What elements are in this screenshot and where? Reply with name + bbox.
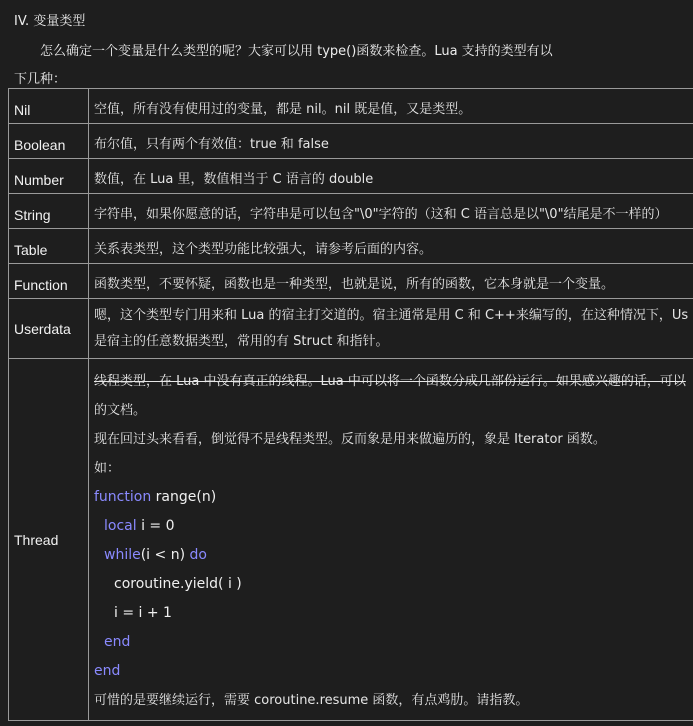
code-keyword: do	[189, 546, 207, 563]
code-line	[94, 483, 693, 512]
type-name-cell: Nil	[9, 89, 89, 124]
desc-line: 是宿主的任意数据类型，常用的有 Struct 和指针。	[94, 333, 389, 349]
intro-paragraph-continued: 下几种：	[14, 72, 67, 87]
code-line: coroutine.yield( i )	[114, 575, 242, 592]
table-row-number	[9, 159, 693, 194]
code-text: range(n)	[151, 488, 217, 505]
code-line: i = i + 1	[114, 604, 172, 621]
types-table	[8, 88, 693, 721]
struck-desc-line: 线程类型，在 Lua 中没有真正的线程。Lua 中可以将一个函数分成几部份运行。如果感兴趣的话，可以	[94, 373, 686, 389]
type-desc-cell: 关系表类型，这个类型功能比较强大，请参考后面的内容。	[89, 229, 693, 264]
type-desc-cell: 数值，在 Lua 里，数值相当于 C 语言的 double	[89, 159, 693, 194]
table-row-userdata	[9, 299, 693, 359]
code-keyword: end	[104, 633, 131, 650]
desc-line: 现在回过头来看看，倒觉得不是线程类型。反而象是用来做遍历的，象是 Iterator 函数。	[94, 431, 606, 447]
table-row-table	[9, 229, 693, 264]
desc-line: 嗯，这个类型专门用来和 Lua 的宿主打交道的。宿主通常是用 C 和 C++来编写的，在这种情况下，Us	[94, 307, 689, 323]
table-row-string	[9, 194, 693, 229]
type-desc-cell: 字符串，如果你愿意的话，字符串是可以包含"\0"字符的（这和 C 语言总是以"\0"结尾是不一样的）	[89, 194, 693, 229]
section-heading: IV. 变量类型	[14, 14, 86, 29]
type-name-cell: Number	[9, 159, 89, 194]
type-name-cell: Boolean	[9, 124, 89, 159]
code-line	[94, 628, 693, 657]
table-row-function	[9, 264, 693, 299]
type-desc-cell	[89, 359, 693, 721]
desc-line: 的文档。	[94, 402, 147, 418]
table-row-nil	[9, 89, 693, 124]
desc-line: 可惜的是要继续运行，需要 coroutine.resume 函数，有点鸡肋。请指教。	[94, 692, 529, 708]
code-line	[94, 541, 693, 570]
desc-line: 如：	[94, 460, 121, 476]
code-text: i = 0	[136, 517, 175, 534]
type-desc-cell	[89, 299, 693, 359]
type-desc-cell: 布尔值，只有两个有效值：true 和 false	[89, 124, 693, 159]
table-row-thread	[9, 359, 693, 721]
code-keyword: function	[94, 488, 152, 505]
type-name-cell: Function	[9, 264, 89, 299]
type-name-cell: String	[9, 194, 89, 229]
type-desc-cell: 空值，所有没有使用过的变量，都是 nil。nil 既是值，又是类型。	[89, 89, 693, 124]
code-line	[94, 512, 693, 541]
code-line	[94, 657, 693, 686]
type-name-cell: Userdata	[9, 299, 89, 359]
type-name-cell: Thread	[9, 359, 89, 721]
code-keyword: local	[104, 517, 137, 534]
code-text: (i < n)	[140, 546, 190, 563]
intro-paragraph: 怎么确定一个变量是什么类型的呢？大家可以用 type()函数来检查。Lua 支持的类型有以	[40, 44, 553, 59]
type-name-cell: Table	[9, 229, 89, 264]
type-desc-cell: 函数类型，不要怀疑，函数也是一种类型，也就是说，所有的函数，它本身就是一个变量。	[89, 264, 693, 299]
code-keyword: while	[104, 546, 141, 563]
table-row-boolean	[9, 124, 693, 159]
code-keyword: end	[94, 662, 121, 679]
